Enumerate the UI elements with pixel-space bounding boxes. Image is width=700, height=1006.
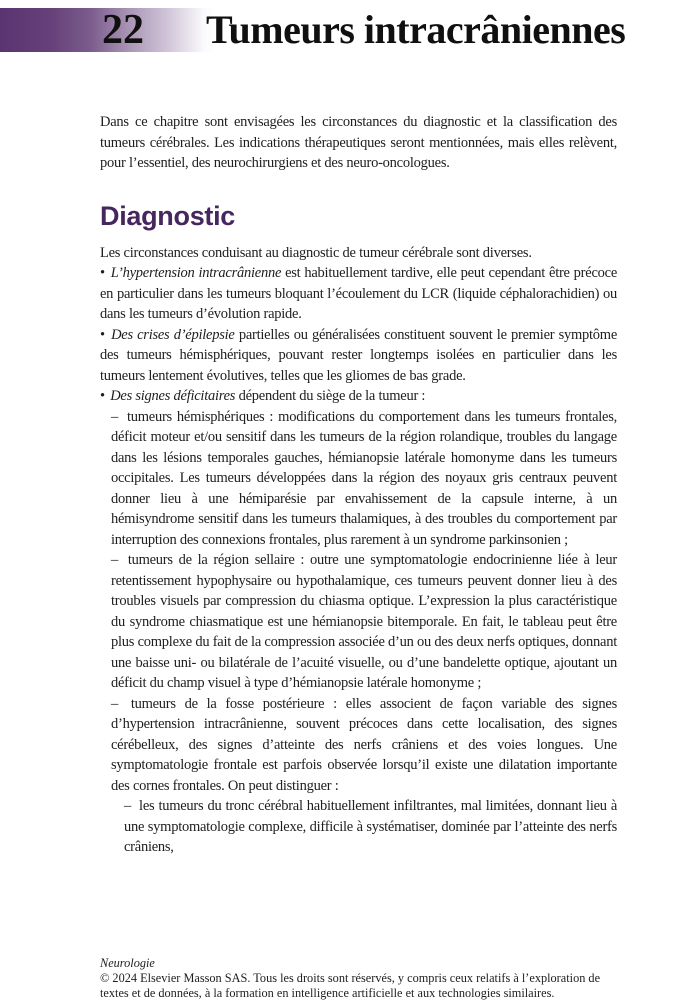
dash-marker: – [124, 798, 131, 814]
dash-item-tronc-cerebral [100, 796, 617, 858]
intro-paragraph: Dans ce chapitre sont envisagées les circonstances du diagnostic et la classification des tumeurs cérébrales. Les indications thérapeutiques seront mentionnées, mais elles relèvent, pour l’essentiel, des neurochirurgiens et des neuro-oncologues. [100, 114, 617, 171]
footer-book-title: Neurologie [100, 956, 155, 970]
dash-text: tumeurs de la région sellaire : outre une symptomatologie endocrinienne liée à leur retentissement hypophysaire ou hypothalamique, ces tumeurs peuvent donner lieu à des troubles visuels par compression du chiasma optique. L’expression la plus caractéristique du syndrome chiasmatique est une hémianopsie bitemporale. En fait, le tableau peut être plus complexe du fait de la compression associée d’un ou des deux nerfs optiques, donnant une baisse uni- ou bilatérale de l’acuité visuelle, ou d’une bandelette optique, ajoutant un déficit du champ visuel à type d’hémianopsie latérale homonyme ; [111, 552, 617, 691]
bullet-text: partielles ou généralisées constituent souvent le premier symptôme des tumeurs hémisphériques, pouvant rester longtemps isolées en particulier dans les tumeurs lentement évolutives, telles que les gliomes de bas grade. [100, 326, 618, 384]
bullet-marker: • [100, 326, 105, 343]
dash-item-region-sellaire [100, 550, 617, 694]
bullet-lead: Des crises d’épilepsie [111, 326, 235, 343]
bullet-lead: Des signes déficitaires [110, 388, 236, 404]
footer-copyright: © 2024 Elsevier Masson SAS. Tous les droits sont réservés, y compris ceux relatifs à l’exploration de textes et de données, à la formation en intelligence artificielle et aux technologies similaires. [100, 971, 601, 1000]
dash-item-tumeurs-hemispheriques [100, 407, 617, 551]
bullet-marker: • [100, 265, 105, 281]
bullet-text: dépendent du siège de la tumeur : [238, 388, 426, 404]
dash-text: tumeurs de la fosse postérieure : elles associent de façon variable des signes d’hypertension intracrânienne, souvent précoces dans cette localisation, des signes cérébelleux, des signes d’atteinte des nerfs crâniens et des voies longues. Une symptomatologie frontale est parfois observée lorsqu’il existe une dilatation importante des cornes frontales. On peut distinguer : [111, 695, 617, 794]
dash-marker: – [111, 695, 118, 712]
chapter-title: Tumeurs intracrâniennes [206, 7, 626, 52]
bullet-text: est habituellement tardive, elle peut cependant être précoce en particulier dans les tumeurs bloquant l’écoulement du LCR (liquide céphalorachidien) ou dans les tumeurs d’évolution rapide. [100, 265, 617, 322]
dash-text: les tumeurs du tronc cérébral habituellement infiltrantes, mal limitées, donnant lieu à une symptomatologie complexe, difficile à systématiser, dominée par l’atteinte des nerfs crâniens, [124, 798, 617, 855]
bullet-item-signes-deficitaires [100, 386, 617, 407]
dash-item-fosse-posterieure [100, 694, 617, 797]
bullet-item-crises-epilepsie [100, 325, 617, 387]
page-content [100, 112, 617, 858]
dash-marker: – [111, 408, 118, 425]
bullet-lead: L’hypertension intracrânienne [110, 265, 282, 281]
section-heading-diagnostic: Diagnostic [100, 200, 236, 231]
dash-text: tumeurs hémisphériques : modifications du comportement dans les tumeurs frontales, déficit moteur et/ou sensitif dans les tumeurs de la région rolandique, troubles du langage dans les lésions temporales gauches, hémianopsie latérale homonyme dans les tumeurs occipitales. Les tumeurs développées dans la région des noyaux gris centraux peuvent donner lieu à une hémiparésie par envahissement de la capsule interne, à un hémisyndrome sensitif dans les tumeurs thalamiques, à des troubles du comportement par interruption des connexions frontales, plus rarement à un syndrome parkinsonien ; [111, 408, 617, 548]
bullet-item-hypertension [100, 263, 617, 325]
chapter-number: 22 [102, 7, 144, 53]
diagnostic-lead-paragraph: Les circonstances conduisant au diagnostic de tumeur cérébrale sont diverses. [100, 244, 532, 261]
page-footer [100, 956, 627, 1001]
bullet-marker: • [100, 388, 105, 404]
dash-marker: – [111, 552, 118, 568]
